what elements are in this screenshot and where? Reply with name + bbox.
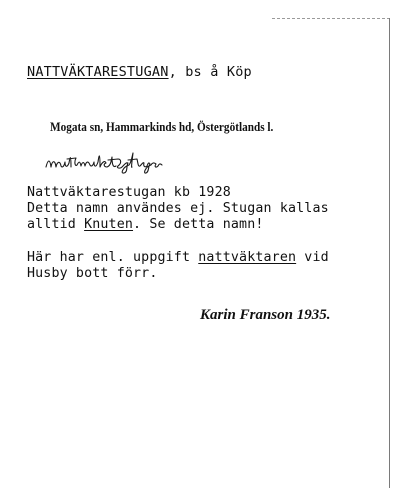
text-line-3 — [27, 217, 264, 233]
text-line-2: Detta namn användes ej. Stugan kallas — [27, 201, 329, 216]
card-right-edge — [389, 18, 390, 488]
handwritten-name — [44, 145, 194, 175]
card-top-edge — [272, 18, 390, 19]
underlined-nattvaktaren: nattväktaren — [198, 250, 297, 265]
place-name-heading — [27, 64, 252, 80]
place-name: NATTVÄKTARESTUGAN — [27, 64, 169, 80]
reference-knuten: Knuten — [84, 217, 134, 232]
signature: Karin Franson 1935. — [200, 307, 331, 323]
text-line-4 — [27, 250, 329, 266]
text-line-1: Nattväktarestugan kb 1928 — [27, 185, 231, 200]
text-segment: Här har enl. uppgift — [27, 250, 199, 265]
text-segment: vid — [296, 250, 329, 265]
text-segment: . Se detta namn! — [133, 217, 264, 232]
text-segment: alltid — [27, 217, 85, 232]
location-line: Mogata sn, Hammarkinds hd, Östergötlands l. — [50, 120, 274, 134]
text-line-5: Husby bott förr. — [27, 266, 158, 281]
place-type-parish: , bs å Köp — [168, 64, 252, 80]
handwriting-icon — [44, 145, 194, 175]
